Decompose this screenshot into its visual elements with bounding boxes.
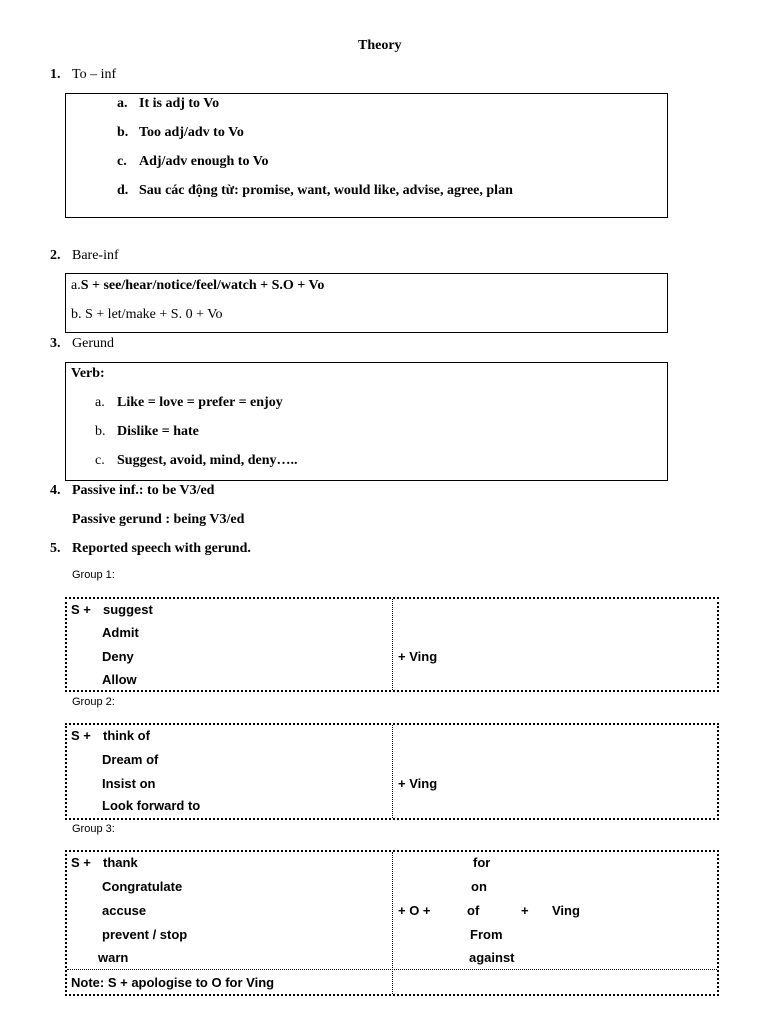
group-3-label: Group 3: — [72, 823, 115, 835]
list-item: c. Adj/adv enough to Vo — [117, 154, 269, 169]
preposition: on — [471, 879, 487, 894]
verb-item: Congratulate — [102, 879, 183, 894]
section-number: 4. — [50, 483, 61, 498]
ving-label: Ving — [552, 903, 580, 918]
section-title: Gerund — [72, 336, 114, 351]
group-2-label: Group 2: — [72, 696, 115, 708]
verb-item: Admit — [102, 625, 139, 640]
verb-item: Insist on — [102, 776, 156, 791]
verb-item: Look forward to — [102, 798, 201, 813]
section-number: 5. — [50, 541, 61, 556]
list-item: c. Suggest, avoid, mind, deny….. — [95, 453, 298, 468]
ving-label: + Ving — [398, 776, 438, 791]
list-item: b. Too adj/adv to Vo — [117, 125, 244, 140]
section-4-heading — [50, 483, 214, 499]
list-item: b. Dislike = hate — [95, 424, 199, 439]
note-text: Note: S + apologise to O for Ving — [71, 975, 275, 990]
verb-item: suggest — [103, 602, 153, 617]
page-title: Theory — [358, 38, 402, 53]
note-row-divider — [67, 969, 717, 970]
section-number: 2. — [50, 248, 61, 263]
list-item: a.S + see/hear/notice/feel/watch + S.O + Vo — [71, 278, 325, 293]
passive-inf-text: Passive inf.: to be V3/ed — [72, 483, 215, 498]
subject-label: S + — [71, 602, 91, 617]
verb-item: thank — [103, 855, 138, 870]
preposition: of — [467, 903, 480, 918]
ving-label: + Ving — [398, 649, 438, 664]
section-title: Bare-inf — [72, 248, 119, 263]
subject-label: S + — [71, 728, 91, 743]
column-divider — [392, 725, 393, 818]
verb-item: warn — [98, 950, 129, 965]
verb-item: Allow — [102, 672, 137, 687]
section-5-heading — [50, 541, 251, 557]
group-1-table — [65, 597, 719, 692]
group-1-label: Group 1: — [72, 569, 115, 581]
section-2-heading — [50, 248, 119, 264]
column-divider — [392, 852, 393, 994]
list-item: a. It is adj to Vo — [117, 96, 220, 111]
section-number: 3. — [50, 336, 61, 351]
preposition: against — [469, 950, 515, 965]
passive-gerund-text: Passive gerund : being V3/ed — [72, 512, 245, 527]
section-number: 1. — [50, 67, 61, 82]
verb-item: Deny — [102, 649, 134, 664]
plus-sign: + — [521, 903, 529, 918]
verb-item: Dream of — [102, 752, 159, 767]
preposition: for — [473, 855, 491, 870]
preposition: From — [470, 927, 503, 942]
list-item: b. S + let/make + S. 0 + Vo — [71, 307, 223, 322]
verb-item: think of — [103, 728, 150, 743]
list-item: a. Like = love = prefer = enjoy — [95, 395, 283, 410]
subject-label: S + — [71, 855, 91, 870]
object-label: + O + — [398, 903, 431, 918]
verb-item: accuse — [102, 903, 147, 918]
list-item: d. Sau các động từ: promise, want, would like, advise, agree, plan — [117, 183, 513, 198]
column-divider — [392, 599, 393, 690]
section-title: To – inf — [72, 67, 117, 82]
section-1-heading — [50, 67, 116, 83]
verb-item: prevent / stop — [102, 927, 188, 942]
section-title: Reported speech with gerund. — [72, 541, 251, 556]
section-3-heading — [50, 336, 114, 352]
verb-label: Verb: — [71, 366, 105, 381]
